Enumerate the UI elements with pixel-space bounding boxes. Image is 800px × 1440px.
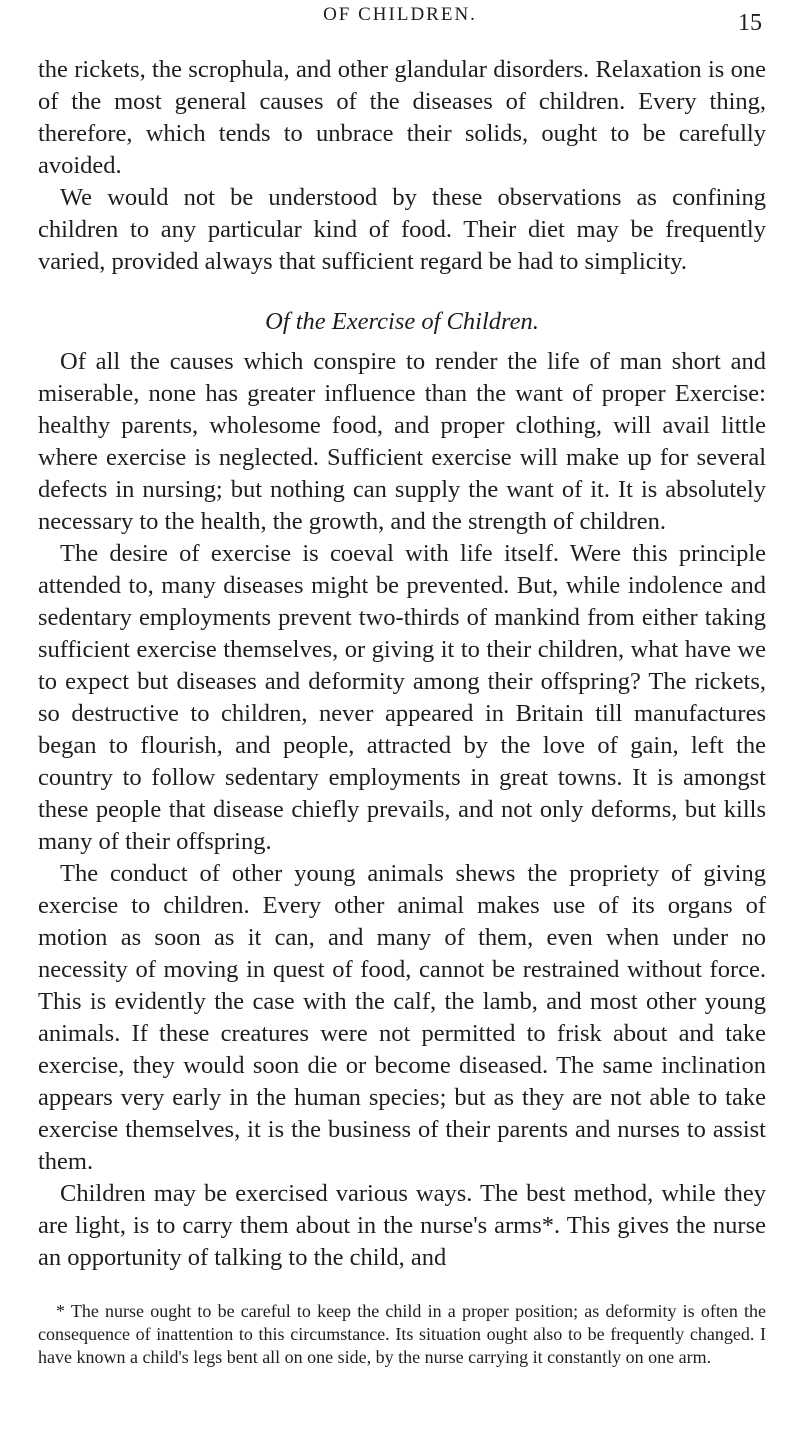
paragraph-methods: Children may be exercised various ways. The best method, while they are light, is to carry them about in the nurse's arms*. This gives the nurse an opportunity of talking to the child, and [38,1180,766,1271]
running-head: OF CHILDREN. [323,4,477,25]
footnote: * The nurse ought to be careful to keep the child in a proper position; as deformity is often the consequence of inattention to this circumstance. Its situation ought also to be frequently changed. I have known a child's legs bent all on one side, by the nurse carrying it constantly on one arm. [38,1301,766,1367]
paragraph-causes: Of all the causes which conspire to render the life of man short and miserable, none has greater influence than the want of proper Exercise: healthy parents, wholesome food, and proper clothing, will avail little where exercise is neglected. Sufficient exercise will make up for several defects in nursing; but nothing can supply the want of it. It is absolutely necessary to the health, the growth, and the strength of children. [38,348,766,535]
paragraph-desire: The desire of exercise is coeval with life itself. Were this principle attended to, many diseases might be prevented. But, while indolence and sedentary employments prevent two-thirds of mankind from either taking sufficient exercise themselves, or giving it to their children, what have we to expect but diseases and deformity among their offspring? The rickets, so destructive to children, never appeared in Britain till manufactures began to flourish, and people, attracted by the love of gain, left the country to follow sedentary employments in great towns. It is amongst these people that disease chiefly prevails, and not only deforms, but kills many of their offspring. [38,540,766,855]
paragraph-animals: The conduct of other young animals shews the propriety of giving exercise to children. Every other animal makes use of its organs of motion as soon as it can, and many of them, even when under no necessity of moving in quest of food, cannot be restrained without force. This is evidently the case with the calf, the lamb, and most other young animals. If these creatures were not permitted to frisk about and take exercise, they would soon die or become diseased. The same inclination appears very early in the human species; but as they are not able to take exercise themselves, it is the business of their parents and nurses to assist them. [38,860,766,1175]
page-number: 15 [738,10,762,36]
body-text [38,54,766,1274]
paragraph-rickets: the rickets, the scrophula, and other glandular disorders. Relaxation is one of the most general causes of the diseases of children. Every thing, therefore, which tends to unbrace their solids, ought to be carefully avoided. [38,56,766,179]
section-heading: Of the Exercise of Children. [265,308,539,335]
paragraph-diet: We would not be understood by these observations as confining children to any particular kind of food. Their diet may be frequently varied, provided always that sufficient regard be had to simplicity. [38,184,766,275]
